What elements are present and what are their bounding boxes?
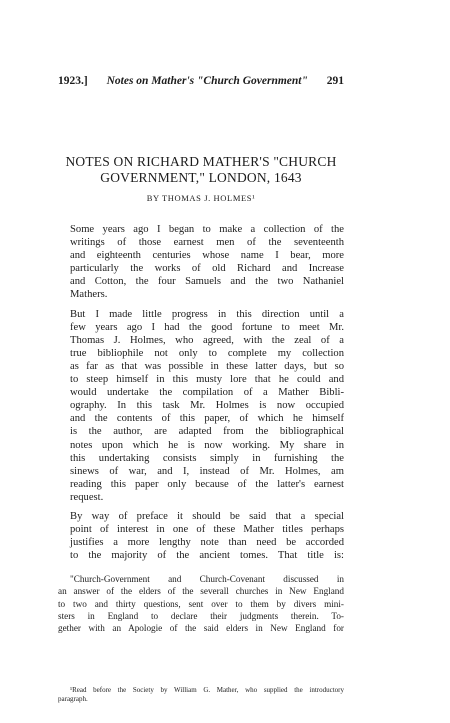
text-line: and the contents of this paper, of which he himself xyxy=(70,413,344,425)
text-line: request. xyxy=(70,491,104,503)
quote-line: sters in England to declare their judgments therein. To- xyxy=(58,610,344,621)
text-line: to steep himself in this musty lore that he could and xyxy=(70,374,344,386)
text-line: Mathers. xyxy=(70,289,108,301)
text-line: Thomas J. Holmes, who agreed, with the zeal of a xyxy=(70,334,344,346)
quote-line: "Church-Government and Church-Covenant discussed in xyxy=(70,574,344,585)
footnote-line: paragraph. xyxy=(58,694,88,703)
text-line: is the author, are adapted from the bibliographical xyxy=(70,426,344,438)
quote-line: gether with an Apologie of the said elders in New England for xyxy=(58,622,344,633)
text-line: sinews of war, and I, instead of Mr. Holmes, am xyxy=(70,465,344,477)
text-line: point of interest in one of these Mather titles perhaps xyxy=(70,524,344,536)
running-head-title: Notes on Mather's "Church Government" xyxy=(106,75,308,87)
text-line: ography. In this task Mr. Holmes is now occupied xyxy=(70,400,344,412)
article-title-line: NOTES ON RICHARD MATHER'S "CHURCH xyxy=(65,154,337,169)
text-line: reading this paper only because of the latter's earnest xyxy=(70,478,344,490)
text-line: and eighteenth centuries whose name I bear, more xyxy=(70,250,344,262)
text-line: Some years ago I began to make a collection of the xyxy=(70,224,344,235)
article-body xyxy=(58,223,344,634)
page-number: 291 xyxy=(326,75,344,87)
text-line: few years ago I had the good fortune to meet Mr. xyxy=(70,321,344,333)
footnote-line: ¹Read before the Society by William G. Mather, who supplied the introductory xyxy=(70,686,344,694)
text-line: to the majority of the ancient tomes. That title is: xyxy=(70,550,344,562)
quote-line: to two and thirty questions, sent over to them by divers mini- xyxy=(58,598,344,609)
article-title-line: GOVERNMENT," LONDON, 1643 xyxy=(100,170,302,185)
text-line: as far as that was possible in these latter days, but so xyxy=(70,360,344,372)
text-line: justifies a more lengthy note than need be accorded xyxy=(70,537,344,549)
byline: BY THOMAS J. HOLMES¹ xyxy=(146,193,256,203)
text-line: this undertaking consists simply in furnishing the xyxy=(70,452,344,464)
paragraph-3 xyxy=(58,510,344,562)
text-line: true bibliophile not only to complete my collection xyxy=(70,347,344,359)
block-quote xyxy=(58,573,344,633)
text-line: and Cotton, the four Samuels and the two Nathaniel xyxy=(70,276,344,288)
text-line: particularly the works of old Richard and Increase xyxy=(70,263,344,275)
paragraph-1 xyxy=(58,223,344,302)
paragraph-2 xyxy=(58,308,344,504)
running-head xyxy=(58,74,344,88)
article-title xyxy=(58,154,344,186)
footnote xyxy=(58,686,344,703)
text-line: notes upon which he is now working. My share in xyxy=(70,439,344,451)
quote-line: an answer of the elders of the severall churches in New England xyxy=(58,586,344,597)
text-line: But I made little progress in this direction until a xyxy=(70,308,344,320)
text-line: writings of those earnest men of the seventeenth xyxy=(70,237,344,249)
journal-page xyxy=(58,74,344,634)
text-line: would undertake the compilation of a Mather Bibli- xyxy=(70,387,344,399)
running-head-year: 1923.] xyxy=(58,75,88,87)
text-line: By way of preface it should be said that a special xyxy=(70,510,344,522)
